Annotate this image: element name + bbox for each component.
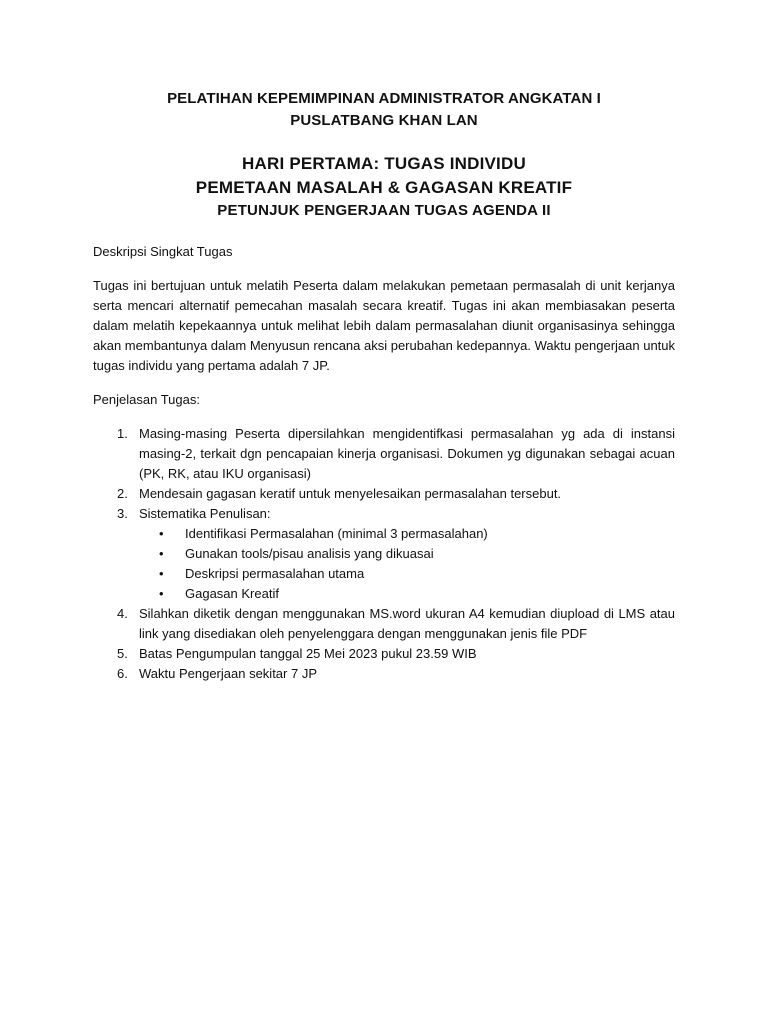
sub-item (139, 544, 675, 564)
task-number: 1. (117, 426, 128, 441)
task-number: 6. (117, 666, 128, 681)
sub-item (139, 564, 675, 584)
task-number: 3. (117, 506, 128, 521)
header-line-1: PELATIHAN KEPEMIMPINAN ADMINISTRATOR ANGKATAN I (167, 90, 601, 107)
explanation-heading: Penjelasan Tugas: (93, 392, 200, 407)
task-number: 2. (117, 486, 128, 501)
sub-item (139, 584, 675, 604)
task-text: Batas Pengumpulan tanggal 25 Mei 2023 pukul 23.59 WIB (139, 646, 477, 661)
sub-item-text: Identifikasi Permasalahan (minimal 3 permasalahan) (185, 526, 488, 541)
task-text: Sistematika Penulisan: (139, 506, 271, 521)
task-text: Silahkan diketik dengan menggunakan MS.word ukuran A4 kemudian diupload di LMS atau link yang disediakan oleh penyelenggara dengan menggunakan jenis file PDF (139, 606, 675, 641)
bullet-icon: • (159, 566, 164, 581)
task-item (93, 484, 675, 504)
sub-item-text: Gunakan tools/pisau analisis yang dikuasai (185, 546, 434, 561)
task-item (93, 664, 675, 684)
task-item (93, 504, 675, 604)
title-line-2: PEMETAAN MASALAH & GAGASAN KREATIF (195, 178, 573, 197)
sub-list (139, 524, 675, 604)
task-text: Mendesain gagasan keratif untuk menyelesaikan permasalahan tersebut. (139, 486, 562, 501)
task-text: Masing-masing Peserta dipersilahkan mengidentifkasi permasalahan yg ada di instansi masing-2, terkait dgn pencapaian kinerja organisasi. Dokumen yg digunakan sebagai acuan (PK, RK, atau IKU organisasi) (139, 426, 675, 481)
header-line-2: PUSLATBANG KHAN LAN (290, 112, 478, 129)
task-number: 5. (117, 646, 128, 661)
description-heading: Deskripsi Singkat Tugas (93, 244, 233, 259)
task-item (93, 424, 675, 484)
description-paragraph: Tugas ini bertujuan untuk melatih Peserta dalam melakukan pemetaan permasalah di unit kerjanya serta mencari alternatif pemecahan masalah secara kreatif. Tugas ini akan membiasakan peserta dalam melatih kepekaannya untuk melihat lebih dalam permasalahan diunit organisasinya sehingga akan membantunya dalam Menyusun rencana aksi perubahan kedepannya. Waktu pengerjaan untuk tugas individu yang pertama adalah 7 JP. (93, 278, 676, 373)
task-text: Waktu Pengerjaan sekitar 7 JP (139, 666, 317, 681)
title-line-1: HARI PERTAMA: TUGAS INDIVIDU (242, 154, 526, 173)
task-item (93, 604, 675, 644)
sub-item (139, 524, 675, 544)
sub-item-text: Gagasan Kreatif (185, 586, 279, 601)
task-list (93, 424, 675, 684)
title-line-3: PETUNJUK PENGERJAAN TUGAS AGENDA II (217, 202, 551, 219)
bullet-icon: • (159, 526, 164, 541)
bullet-icon: • (159, 586, 164, 601)
bullet-icon: • (159, 546, 164, 561)
task-item (93, 644, 675, 664)
sub-item-text: Deskripsi permasalahan utama (185, 566, 365, 581)
task-number: 4. (117, 606, 128, 621)
